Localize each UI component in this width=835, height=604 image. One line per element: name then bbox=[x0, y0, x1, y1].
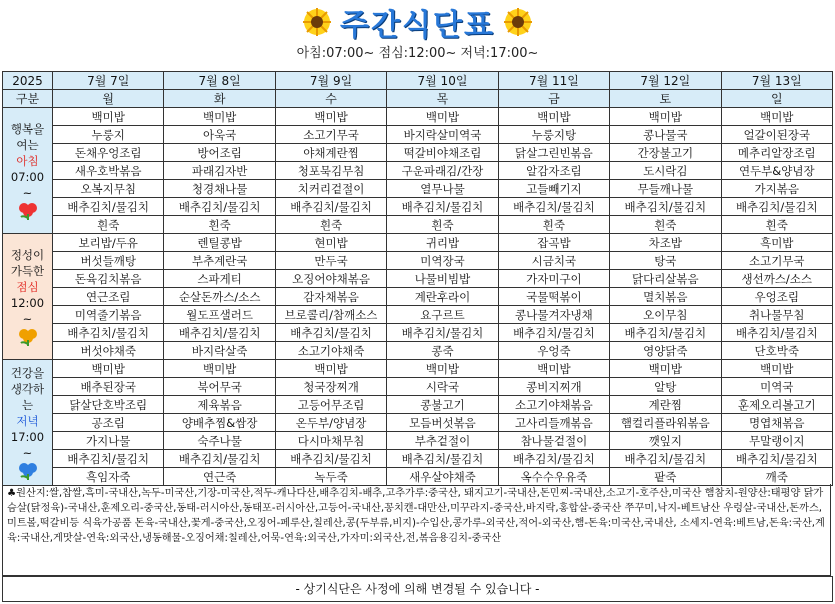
dinner-menu-item: 백미밥 bbox=[721, 360, 832, 378]
lunch-menu-item: 콩나물겨자냉채 bbox=[498, 306, 609, 324]
lunch-menu-item: 현미밥 bbox=[275, 234, 386, 252]
breakfast-menu-item: 무들깨나물 bbox=[610, 180, 721, 198]
date-cell: 7월 11일 bbox=[498, 72, 609, 90]
breakfast-menu-item: 백미밥 bbox=[275, 108, 386, 126]
dinner-menu-item: 콩불고기 bbox=[387, 396, 498, 414]
lunch-label-line: 정성이 bbox=[10, 247, 45, 262]
breakfast-menu-item: 연두부&양념장 bbox=[721, 162, 832, 180]
lunch-menu-item: 소고기야채죽 bbox=[275, 342, 386, 360]
dinner-menu-item: 배추김치/물김치 bbox=[387, 450, 498, 468]
breakfast-menu-item: 흰죽 bbox=[498, 216, 609, 234]
lunch-menu-item: 배추김치/물김치 bbox=[53, 324, 164, 342]
breakfast-row bbox=[3, 144, 833, 162]
breakfast-menu-item: 방어조림 bbox=[164, 144, 275, 162]
breakfast-row bbox=[3, 126, 833, 144]
lunch-menu-item: 우엉조림 bbox=[721, 288, 832, 306]
breakfast-menu-item: 배추김치/물김치 bbox=[387, 198, 498, 216]
dinner-menu-item: 숙주나물 bbox=[164, 432, 275, 450]
breakfast-menu-item: 도시락김 bbox=[610, 162, 721, 180]
breakfast-menu-item: 흰죽 bbox=[53, 216, 164, 234]
breakfast-row bbox=[3, 162, 833, 180]
lunch-menu-item: 미역장국 bbox=[387, 252, 498, 270]
breakfast-menu-item: 흰죽 bbox=[164, 216, 275, 234]
breakfast-menu-item: 흰죽 bbox=[275, 216, 386, 234]
dinner-menu-item: 가지나물 bbox=[53, 432, 164, 450]
lunch-row bbox=[3, 270, 833, 288]
day-cell: 금 bbox=[498, 90, 609, 108]
dinner-menu-item: 모듬버섯볶음 bbox=[387, 414, 498, 432]
dinner-menu-item: 배추된장국 bbox=[53, 378, 164, 396]
dinner-label bbox=[3, 360, 53, 486]
breakfast-menu-item: 누룽지 bbox=[53, 126, 164, 144]
dinner-label-line: 건강을 bbox=[10, 365, 45, 380]
dinner-menu-item: 북어무국 bbox=[164, 378, 275, 396]
breakfast-label-line: ~ bbox=[22, 185, 33, 200]
lunch-menu-item: 배추김치/물김치 bbox=[275, 324, 386, 342]
lunch-row bbox=[3, 234, 833, 252]
breakfast-menu-item: 백미밥 bbox=[387, 108, 498, 126]
dinner-menu-item: 알탕 bbox=[610, 378, 721, 396]
dinner-menu-item: 백미밥 bbox=[164, 360, 275, 378]
breakfast-menu-item: 야채계란찜 bbox=[275, 144, 386, 162]
lunch-menu-item: 배추김치/물김치 bbox=[721, 324, 832, 342]
dinner-row bbox=[3, 432, 833, 450]
breakfast-menu-item: 치커리겉절이 bbox=[275, 180, 386, 198]
dinner-menu-item: 다시마채무침 bbox=[275, 432, 386, 450]
lunch-menu-item: 배추김치/물김치 bbox=[164, 324, 275, 342]
breakfast-menu-item: 백미밥 bbox=[53, 108, 164, 126]
breakfast-menu-item: 흰죽 bbox=[387, 216, 498, 234]
breakfast-menu-item: 간장불고기 bbox=[610, 144, 721, 162]
dinner-menu-item: 참나물겉절이 bbox=[498, 432, 609, 450]
breakfast-menu-item: 흰죽 bbox=[610, 216, 721, 234]
lunch-menu-item: 부추계란국 bbox=[164, 252, 275, 270]
dinner-menu-item: 햄컬리플라워볶음 bbox=[610, 414, 721, 432]
lunch-label-line: ~ bbox=[22, 311, 33, 326]
dinner-menu-item: 백미밥 bbox=[275, 360, 386, 378]
dinner-menu-item: 팥죽 bbox=[610, 468, 721, 486]
dinner-menu-item: 백미밥 bbox=[498, 360, 609, 378]
lunch-menu-item: 멸치볶음 bbox=[610, 288, 721, 306]
lunch-menu-item: 연근조림 bbox=[53, 288, 164, 306]
lunch-menu-item: 오징어야채볶음 bbox=[275, 270, 386, 288]
dinner-menu-item: 고등어무조림 bbox=[275, 396, 386, 414]
breakfast-label-line: 07:00 bbox=[10, 169, 45, 184]
dinner-row bbox=[3, 414, 833, 432]
dinner-menu-item: 부추겉절이 bbox=[387, 432, 498, 450]
breakfast-menu-item: 메추리알장조림 bbox=[721, 144, 832, 162]
lunch-menu-item: 차조밥 bbox=[610, 234, 721, 252]
lunch-row bbox=[3, 288, 833, 306]
dinner-menu-item: 소고기야채볶음 bbox=[498, 396, 609, 414]
breakfast-menu-item: 돈채우엉조림 bbox=[53, 144, 164, 162]
dinner-menu-item: 녹두죽 bbox=[275, 468, 386, 486]
breakfast-menu-item: 소고기무국 bbox=[275, 126, 386, 144]
lunch-row bbox=[3, 252, 833, 270]
breakfast-menu-item: 얼갈이된장국 bbox=[721, 126, 832, 144]
dinner-menu-item: 무말랭이지 bbox=[721, 432, 832, 450]
date-cell: 7월 8일 bbox=[164, 72, 275, 90]
day-cell: 수 bbox=[275, 90, 386, 108]
dinner-menu-item: 제육볶음 bbox=[164, 396, 275, 414]
dinner-row bbox=[3, 450, 833, 468]
lunch-menu-item: 콩죽 bbox=[387, 342, 498, 360]
lunch-menu-item: 요구르트 bbox=[387, 306, 498, 324]
menu-table bbox=[2, 71, 833, 486]
division-cell: 구분 bbox=[3, 90, 53, 108]
dinner-menu-item: 고사리들깨볶음 bbox=[498, 414, 609, 432]
dinner-label-line: 17:00 bbox=[10, 429, 45, 444]
lunch-label-line: 가득한 bbox=[10, 263, 45, 278]
dinner-menu-item: 명엽채볶음 bbox=[721, 414, 832, 432]
lunch-menu-item: 흑미밥 bbox=[721, 234, 832, 252]
breakfast-menu-item: 콩나물국 bbox=[610, 126, 721, 144]
day-cell: 목 bbox=[387, 90, 498, 108]
breakfast-menu-item: 청경채나물 bbox=[164, 180, 275, 198]
lunch-menu-item: 탕국 bbox=[610, 252, 721, 270]
breakfast-menu-item: 백미밥 bbox=[610, 108, 721, 126]
lunch-row bbox=[3, 306, 833, 324]
breakfast-menu-item: 알감자조림 bbox=[498, 162, 609, 180]
day-cell: 화 bbox=[164, 90, 275, 108]
breakfast-menu-item: 오복지무침 bbox=[53, 180, 164, 198]
dinner-menu-item: 새우살야채죽 bbox=[387, 468, 498, 486]
lunch-menu-item: 취나물무침 bbox=[721, 306, 832, 324]
breakfast-menu-item: 가지볶음 bbox=[721, 180, 832, 198]
dinner-menu-item: 닭살단호박조림 bbox=[53, 396, 164, 414]
dinner-menu-item: 배추김치/물김치 bbox=[164, 450, 275, 468]
footer-note: - 상기식단은 사정에 의해 변경될 수 있습니다 - bbox=[2, 576, 833, 602]
breakfast-menu-item: 파래김자반 bbox=[164, 162, 275, 180]
lunch-menu-item: 오이무침 bbox=[610, 306, 721, 324]
breakfast-menu-item: 배추김치/물김치 bbox=[721, 198, 832, 216]
lunch-menu-item: 월도프샐러드 bbox=[164, 306, 275, 324]
lunch-menu-item: 배추김치/물김치 bbox=[387, 324, 498, 342]
dinner-row bbox=[3, 396, 833, 414]
dinner-row bbox=[3, 378, 833, 396]
dinner-menu-item: 훈제오리볼고기 bbox=[721, 396, 832, 414]
dinner-menu-item: 연근죽 bbox=[164, 468, 275, 486]
title-row bbox=[0, 4, 835, 43]
sunflower-icon bbox=[302, 7, 332, 37]
date-cell: 7월 7일 bbox=[53, 72, 164, 90]
dinner-label-line: 저녁 bbox=[16, 413, 39, 428]
dinner-menu-item: 양배추찜&쌈장 bbox=[164, 414, 275, 432]
header-date-row bbox=[3, 72, 833, 90]
origin-notice: ♣원산지:쌀,찹쌀,흑미-국내산,녹두-미국산,기장-미국산,적두-캐나다산,배추김치-배추,고추가루:중국산, 돼지고기-국내산,돈민찌-국내산,소고기-호주산,미국산 햄참치-원양산:태평양 닭가슴살(닭정육)-국내산,훈제오리-중국산,동태-러시아산,동태포-러시아산,고등어-국내산,꽁치캔-대만산,미꾸라지-중국산,바지락,홍합살-중국산 쭈꾸미,낙지-베트남산 우렁살-국내산,돈까스,미트볼,떡갈비등 식육가공품 돈육-국내산,꽃게-중국산,오징어-페루산,칠레산,콩(두부류,비지)-수입산,콩가루-외국산,적어-외국산,햄-돈육:미국산,국내산, 소세지-연육:베트남,돈육:국산,계육:국내산,게맛살-연육:외국산,냉동해물-오징어채:칠레산,어묵-연육:외국산,가자미:외국산,전,볶음용김치-중국산 bbox=[2, 484, 831, 576]
day-cell: 일 bbox=[721, 90, 832, 108]
breakfast-menu-item: 구운파래김/간장 bbox=[387, 162, 498, 180]
breakfast-row bbox=[3, 198, 833, 216]
lunch-menu-item: 국물떡볶이 bbox=[498, 288, 609, 306]
dinner-menu-item: 깻잎지 bbox=[610, 432, 721, 450]
breakfast-menu-item: 새우호박볶음 bbox=[53, 162, 164, 180]
breakfast-menu-item: 열무나물 bbox=[387, 180, 498, 198]
heart-flower-icon bbox=[17, 201, 39, 221]
breakfast-menu-item: 아욱국 bbox=[164, 126, 275, 144]
breakfast-label-line: 여는 bbox=[16, 137, 39, 152]
lunch-menu-item: 버섯들깨탕 bbox=[53, 252, 164, 270]
dinner-menu-item: 온두부/양념장 bbox=[275, 414, 386, 432]
lunch-menu-item: 단호박죽 bbox=[721, 342, 832, 360]
year-cell: 2025 bbox=[3, 72, 53, 90]
lunch-label-line: 12:00 bbox=[10, 295, 45, 310]
dinner-menu-item: 배추김치/물김치 bbox=[53, 450, 164, 468]
lunch-menu-item: 배추김치/물김치 bbox=[498, 324, 609, 342]
dinner-menu-item: 백미밥 bbox=[610, 360, 721, 378]
breakfast-menu-item: 배추김치/물김치 bbox=[275, 198, 386, 216]
dinner-menu-item: 청국장찌개 bbox=[275, 378, 386, 396]
breakfast-menu-item: 배추김치/물김치 bbox=[498, 198, 609, 216]
dinner-label-line: 는 bbox=[21, 397, 34, 412]
meal-times: 아침:07:00~ 점심:12:00~ 저녁:17:00~ bbox=[296, 46, 539, 61]
dinner-menu-item: 공조림 bbox=[53, 414, 164, 432]
day-cell: 토 bbox=[610, 90, 721, 108]
dinner-menu-item: 흑임자죽 bbox=[53, 468, 164, 486]
breakfast-label-line: 행복을 bbox=[10, 121, 45, 136]
breakfast-label bbox=[3, 108, 53, 234]
dinner-label-line: ~ bbox=[22, 445, 33, 460]
lunch-menu-item: 만두국 bbox=[275, 252, 386, 270]
lunch-menu-item: 감자채볶음 bbox=[275, 288, 386, 306]
breakfast-row bbox=[3, 216, 833, 234]
dinner-menu-item: 계란찜 bbox=[610, 396, 721, 414]
lunch-label bbox=[3, 234, 53, 360]
breakfast-menu-item: 청포묵김무침 bbox=[275, 162, 386, 180]
lunch-menu-item: 보리밥/두유 bbox=[53, 234, 164, 252]
breakfast-row bbox=[3, 108, 833, 126]
lunch-menu-item: 버섯야채죽 bbox=[53, 342, 164, 360]
lunch-menu-item: 가자미구이 bbox=[498, 270, 609, 288]
dinner-menu-item: 백미밥 bbox=[53, 360, 164, 378]
breakfast-menu-item: 떡갈비야채조림 bbox=[387, 144, 498, 162]
dinner-menu-item: 백미밥 bbox=[387, 360, 498, 378]
breakfast-menu-item: 배추김치/물김치 bbox=[164, 198, 275, 216]
header bbox=[0, 0, 835, 66]
breakfast-menu-item: 배추김치/물김치 bbox=[610, 198, 721, 216]
dinner-row bbox=[3, 360, 833, 378]
blue-flower-icon bbox=[17, 461, 39, 481]
lunch-menu-item: 소고기무국 bbox=[721, 252, 832, 270]
dinner-menu-item: 옥수수우유죽 bbox=[498, 468, 609, 486]
lunch-menu-item: 영양닭죽 bbox=[610, 342, 721, 360]
dinner-menu-item: 배추김치/물김치 bbox=[498, 450, 609, 468]
dinner-menu-item: 깨죽 bbox=[721, 468, 832, 486]
dinner-menu-item: 콩비지찌개 bbox=[498, 378, 609, 396]
breakfast-menu-item: 누룽지탕 bbox=[498, 126, 609, 144]
dinner-row bbox=[3, 468, 833, 486]
lunch-menu-item: 우엉죽 bbox=[498, 342, 609, 360]
lunch-menu-item: 귀리밥 bbox=[387, 234, 498, 252]
lunch-row bbox=[3, 342, 833, 360]
date-cell: 7월 10일 bbox=[387, 72, 498, 90]
header-day-row bbox=[3, 90, 833, 108]
lunch-menu-item: 배추김치/물김치 bbox=[610, 324, 721, 342]
dinner-menu-item: 미역국 bbox=[721, 378, 832, 396]
lunch-menu-item: 나물비빔밥 bbox=[387, 270, 498, 288]
dinner-label-line: 생각하 bbox=[10, 381, 45, 396]
breakfast-menu-item: 배추김치/물김치 bbox=[53, 198, 164, 216]
breakfast-menu-item: 백미밥 bbox=[721, 108, 832, 126]
breakfast-menu-item: 닭살그린빈볶음 bbox=[498, 144, 609, 162]
lunch-row bbox=[3, 324, 833, 342]
lunch-menu-item: 미역줄기볶음 bbox=[53, 306, 164, 324]
lunch-menu-item: 스파게티 bbox=[164, 270, 275, 288]
day-cell: 월 bbox=[53, 90, 164, 108]
lunch-menu-item: 바지락살죽 bbox=[164, 342, 275, 360]
lunch-menu-item: 브로콜리/참깨소스 bbox=[275, 306, 386, 324]
lunch-menu-item: 시금치국 bbox=[498, 252, 609, 270]
lunch-menu-item: 렌틸콩밥 bbox=[164, 234, 275, 252]
date-cell: 7월 9일 bbox=[275, 72, 386, 90]
lunch-menu-item: 순살돈까스/소스 bbox=[164, 288, 275, 306]
dinner-menu-item: 배추김치/물김치 bbox=[275, 450, 386, 468]
dinner-menu-item: 시락국 bbox=[387, 378, 498, 396]
breakfast-menu-item: 흰죽 bbox=[721, 216, 832, 234]
breakfast-menu-item: 백미밥 bbox=[164, 108, 275, 126]
breakfast-menu-item: 백미밥 bbox=[498, 108, 609, 126]
sunflower-icon bbox=[503, 7, 533, 37]
lunch-menu-item: 생선까스/소스 bbox=[721, 270, 832, 288]
dinner-menu-item: 배추김치/물김치 bbox=[610, 450, 721, 468]
breakfast-menu-item: 고들빼기지 bbox=[498, 180, 609, 198]
lunch-label-line: 점심 bbox=[16, 279, 39, 294]
date-cell: 7월 13일 bbox=[721, 72, 832, 90]
page-title: 주간식단표 bbox=[340, 8, 495, 43]
date-cell: 7월 12일 bbox=[610, 72, 721, 90]
lunch-menu-item: 닭다리살볶음 bbox=[610, 270, 721, 288]
breakfast-menu-item: 바지락살미역국 bbox=[387, 126, 498, 144]
lunch-menu-item: 돈육김치볶음 bbox=[53, 270, 164, 288]
breakfast-label-line: 아침 bbox=[16, 153, 39, 168]
sunflower-icon bbox=[17, 327, 39, 347]
lunch-menu-item: 잡곡밥 bbox=[498, 234, 609, 252]
breakfast-row bbox=[3, 180, 833, 198]
dinner-menu-item: 배추김치/물김치 bbox=[721, 450, 832, 468]
lunch-menu-item: 계란후라이 bbox=[387, 288, 498, 306]
